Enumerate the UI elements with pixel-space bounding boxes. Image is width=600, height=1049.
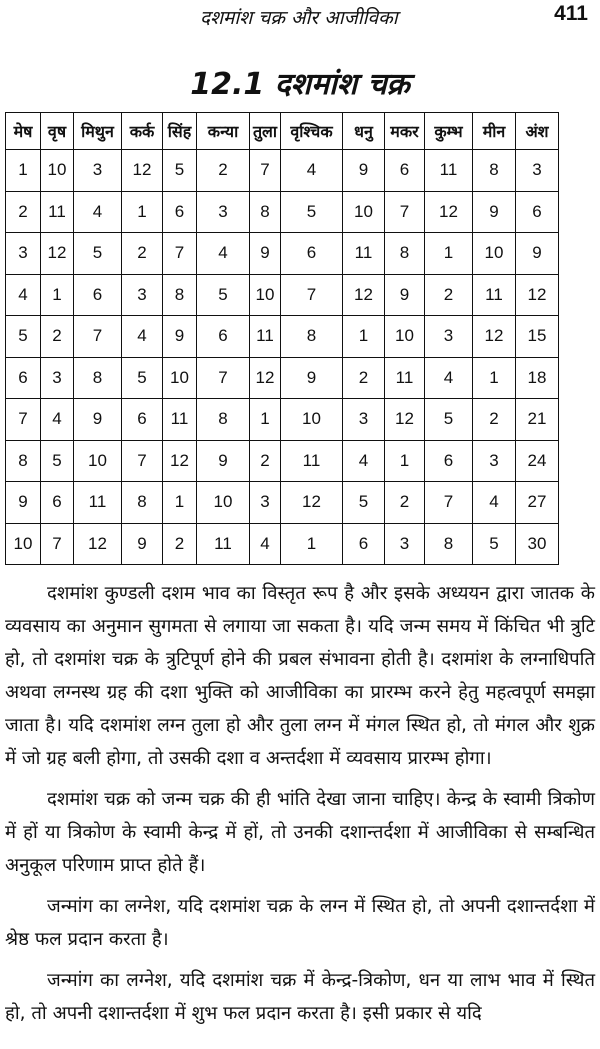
table-cell: 2: [197, 150, 250, 192]
table-cell: 12: [516, 274, 559, 316]
column-header: मिथुन: [74, 113, 122, 150]
table-cell: 5: [425, 399, 473, 441]
table-cell: 7: [425, 482, 473, 524]
table-cell: 10: [197, 482, 250, 524]
table-cell: 10: [473, 233, 516, 275]
table-cell: 3: [250, 482, 281, 524]
table-cell: 11: [41, 191, 74, 233]
table-cell: 7: [41, 523, 74, 565]
table-cell: 2: [343, 357, 385, 399]
table-cell: 6: [516, 191, 559, 233]
paragraph: जन्मांग का लग्नेश, यदि दशमांश चक्र के लग्न में स्थित हो, तो अपनी दशान्तर्दशा में श्रेष्ठ फल प्रदान करता है।: [5, 896, 595, 950]
running-title: दशमांश चक्र और आजीविका: [200, 7, 398, 29]
table-cell: 5: [41, 440, 74, 482]
column-header: मीन: [473, 113, 516, 150]
table-cell: 5: [197, 274, 250, 316]
table-cell: 7: [74, 316, 122, 358]
table-cell: 1: [41, 274, 74, 316]
table-cell: 18: [516, 357, 559, 399]
table-body: [6, 150, 559, 565]
table-row: [6, 357, 559, 399]
column-header: कर्क: [122, 113, 163, 150]
table-cell: 4: [41, 399, 74, 441]
table-header-row: [6, 113, 559, 150]
column-header: वृश्चिक: [281, 113, 343, 150]
table-cell: 8: [197, 399, 250, 441]
column-header: अंश: [516, 113, 559, 150]
table-cell: 8: [425, 523, 473, 565]
table-cell: 11: [281, 440, 343, 482]
table-cell: 11: [197, 523, 250, 565]
table-cell: 2: [163, 523, 197, 565]
paragraph: दशमांश चक्र को जन्म चक्र की ही भांति देखा जाना चाहिए। केन्द्र के स्वामी त्रिकोण में हों या त्रिकोण के स्वामी केन्द्र में हों, तो उनकी दशान्तर्दशा में आजीविका से सम्बन्धित अनुकूल परिणाम प्राप्त होते हैं।: [5, 789, 595, 876]
table-cell: 10: [343, 191, 385, 233]
table-cell: 9: [250, 233, 281, 275]
table-cell: 5: [343, 482, 385, 524]
table-cell: 11: [250, 316, 281, 358]
column-header: मेष: [6, 113, 41, 150]
table-cell: 3: [197, 191, 250, 233]
table-cell: 10: [385, 316, 425, 358]
dashamsha-table: [5, 112, 559, 565]
table-cell: 5: [74, 233, 122, 275]
section-title: 12.1 दशमांश चक्र: [190, 67, 410, 102]
table-cell: 6: [343, 523, 385, 565]
table-cell: 4: [473, 482, 516, 524]
table-cell: 5: [473, 523, 516, 565]
table-cell: 3: [473, 440, 516, 482]
table-cell: 4: [281, 150, 343, 192]
table-cell: 11: [473, 274, 516, 316]
table-cell: 7: [197, 357, 250, 399]
table-cell: 9: [385, 274, 425, 316]
table-cell: 9: [163, 316, 197, 358]
table-cell: 2: [425, 274, 473, 316]
table-cell: 6: [74, 274, 122, 316]
table-cell: 2: [385, 482, 425, 524]
table-cell: 12: [122, 150, 163, 192]
table-cell: 24: [516, 440, 559, 482]
table-cell: 4: [122, 316, 163, 358]
table-row: [6, 274, 559, 316]
table-cell: 8: [6, 440, 41, 482]
table-cell: 8: [250, 191, 281, 233]
table-cell: 12: [163, 440, 197, 482]
paragraph: दशमांश कुण्डली दशम भाव का विस्तृत रूप है और इसके अध्ययन द्वारा जातक के व्यवसाय का अनुमान सुगमता से लगाया जा सकता है। यदि जन्म समय में किंचित भी त्रुटि हो, तो दशमांश चक्र के त्रुटिपूर्ण होने की प्रबल संभावना होती है। दशमांश के लग्नाधिपति अथवा लग्नस्थ ग्रह की दशा भुक्ति को आजीविका का प्रारम्भ करने हेतु महत्वपूर्ण समझा जाता है। यदि दशमांश लग्न तुला हो और तुला लग्न में मंगल स्थित हो, तो मंगल और शुक्र में जो ग्रह बली होगा, तो उसकी दशा व अन्तर्दशा में व्यवसाय प्रारम्भ होगा।: [5, 583, 595, 769]
table-cell: 3: [6, 233, 41, 275]
table-cell: 4: [197, 233, 250, 275]
table-row: [6, 482, 559, 524]
table-cell: 2: [6, 191, 41, 233]
table-row: [6, 233, 559, 275]
table-cell: 5: [163, 150, 197, 192]
table-cell: 7: [6, 399, 41, 441]
table-cell: 5: [6, 316, 41, 358]
table-cell: 11: [425, 150, 473, 192]
running-header: [0, 2, 600, 32]
table-cell: 7: [385, 191, 425, 233]
table-cell: 2: [122, 233, 163, 275]
table-row: [6, 399, 559, 441]
table-cell: 3: [74, 150, 122, 192]
table-cell: 15: [516, 316, 559, 358]
table-cell: 4: [74, 191, 122, 233]
table-cell: 3: [425, 316, 473, 358]
table-row: [6, 523, 559, 565]
table-cell: 27: [516, 482, 559, 524]
table-cell: 7: [250, 150, 281, 192]
table-cell: 9: [6, 482, 41, 524]
table-cell: 11: [343, 233, 385, 275]
table-cell: 5: [281, 191, 343, 233]
table-cell: 10: [163, 357, 197, 399]
table-cell: 1: [6, 150, 41, 192]
table-cell: 1: [385, 440, 425, 482]
table-cell: 12: [425, 191, 473, 233]
table-cell: 6: [281, 233, 343, 275]
table-cell: 10: [74, 440, 122, 482]
table-row: [6, 191, 559, 233]
table-cell: 4: [425, 357, 473, 399]
table-cell: 8: [74, 357, 122, 399]
table-cell: 7: [163, 233, 197, 275]
table-cell: 1: [473, 357, 516, 399]
table-cell: 11: [163, 399, 197, 441]
table-row: [6, 316, 559, 358]
table-cell: 2: [473, 399, 516, 441]
body-text: [5, 577, 595, 1038]
table-cell: 12: [250, 357, 281, 399]
table-cell: 9: [516, 233, 559, 275]
table-cell: 7: [281, 274, 343, 316]
table-cell: 12: [473, 316, 516, 358]
table-cell: 6: [197, 316, 250, 358]
table-cell: 9: [473, 191, 516, 233]
table-cell: 2: [250, 440, 281, 482]
table-cell: 8: [473, 150, 516, 192]
table-cell: 1: [250, 399, 281, 441]
page-number: 411: [554, 2, 588, 25]
table-cell: 9: [343, 150, 385, 192]
table-cell: 12: [385, 399, 425, 441]
table-cell: 4: [6, 274, 41, 316]
table-cell: 11: [74, 482, 122, 524]
table-cell: 7: [122, 440, 163, 482]
column-header: कुम्भ: [425, 113, 473, 150]
table-cell: 9: [122, 523, 163, 565]
table-cell: 9: [281, 357, 343, 399]
table-cell: 2: [41, 316, 74, 358]
table-cell: 8: [163, 274, 197, 316]
table-cell: 1: [122, 191, 163, 233]
table-cell: 6: [6, 357, 41, 399]
table-cell: 6: [385, 150, 425, 192]
paragraph: जन्मांग का लग्नेश, यदि दशमांश चक्र में केन्द्र-त्रिकोण, धन या लाभ भाव में स्थित हो, तो अपनी दशान्तर्दशा में शुभ फल प्रदान करता है। इसी प्रकार से यदि: [5, 970, 595, 1024]
table-cell: 9: [74, 399, 122, 441]
table-cell: 6: [122, 399, 163, 441]
table-cell: 21: [516, 399, 559, 441]
table-cell: 3: [385, 523, 425, 565]
table-cell: 1: [281, 523, 343, 565]
table-cell: 1: [163, 482, 197, 524]
table-cell: 5: [122, 357, 163, 399]
column-header: सिंह: [163, 113, 197, 150]
table-cell: 10: [250, 274, 281, 316]
table-row: [6, 440, 559, 482]
table-cell: 30: [516, 523, 559, 565]
table-cell: 8: [281, 316, 343, 358]
table-cell: 6: [41, 482, 74, 524]
table-cell: 3: [122, 274, 163, 316]
table-cell: 6: [425, 440, 473, 482]
column-header: वृष: [41, 113, 74, 150]
table-cell: 10: [6, 523, 41, 565]
table-cell: 1: [425, 233, 473, 275]
table-cell: 8: [385, 233, 425, 275]
column-header: कन्या: [197, 113, 250, 150]
table-cell: 4: [250, 523, 281, 565]
column-header: तुला: [250, 113, 281, 150]
table-row: [6, 150, 559, 192]
table-cell: 12: [281, 482, 343, 524]
table-cell: 4: [343, 440, 385, 482]
table-cell: 11: [385, 357, 425, 399]
table-cell: 3: [343, 399, 385, 441]
column-header: मकर: [385, 113, 425, 150]
table-cell: 1: [343, 316, 385, 358]
table-cell: 3: [516, 150, 559, 192]
table-cell: 6: [163, 191, 197, 233]
table-cell: 12: [74, 523, 122, 565]
table-cell: 9: [197, 440, 250, 482]
table-cell: 12: [343, 274, 385, 316]
table-cell: 10: [281, 399, 343, 441]
column-header: धनु: [343, 113, 385, 150]
table-cell: 8: [122, 482, 163, 524]
table-cell: 3: [41, 357, 74, 399]
table-cell: 12: [41, 233, 74, 275]
table-cell: 10: [41, 150, 74, 192]
